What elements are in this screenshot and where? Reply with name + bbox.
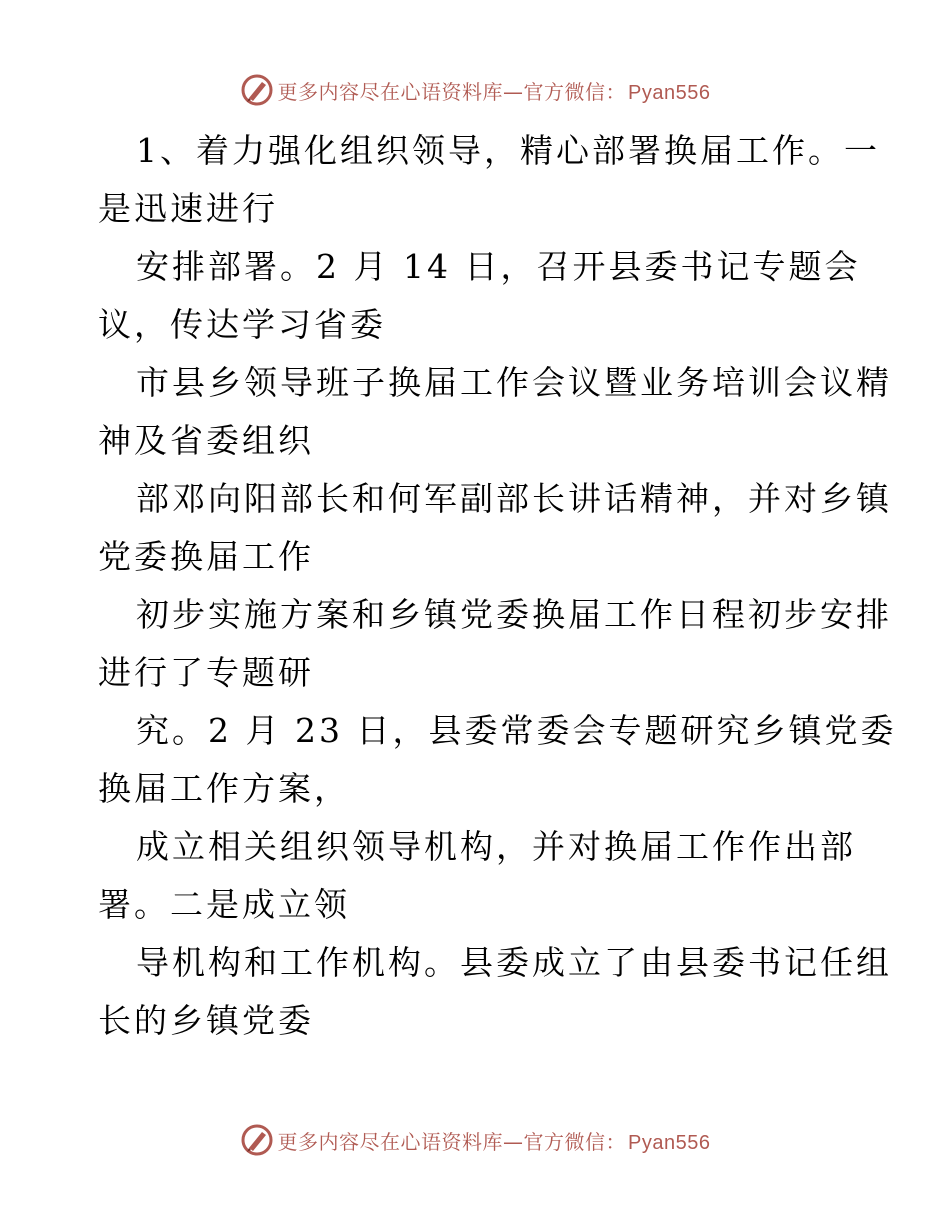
watermark-text: [278, 76, 711, 105]
watermark-text: [278, 1126, 711, 1155]
watermark-header: [0, 68, 950, 112]
text-line: 进行了专题研: [98, 653, 314, 692]
watermark-id: Pyan556: [628, 1131, 711, 1154]
text-line: 成立相关组织领导机构，并对换届工作作出部: [136, 827, 856, 866]
text-line: 署。二是成立领: [98, 885, 350, 924]
text-line: 神及省委组织: [98, 421, 314, 460]
watermark-id: Pyan556: [628, 81, 711, 104]
watermark-separator: —: [503, 79, 524, 104]
pen-logo-icon: [240, 73, 274, 107]
document-body: [98, 122, 897, 1050]
watermark-footer: [0, 1118, 950, 1162]
watermark-suffix: 官方微信：: [523, 1129, 627, 1154]
watermark-separator: —: [503, 1129, 524, 1154]
watermark-title: 更多内容尽在心语资料库: [277, 1129, 504, 1154]
text-line: 1、着力强化组织领导，精心部署换届工作。一: [136, 131, 880, 170]
text-line: 党委换届工作: [98, 537, 314, 576]
text-line: 市县乡领导班子换届工作会议暨业务培训会议精: [136, 363, 892, 402]
text-line: 导机构和工作机构。县委成立了由县委书记任组: [136, 943, 892, 982]
text-line: 长的乡镇党委: [98, 1001, 314, 1040]
text-line: 初步实施方案和乡镇党委换届工作日程初步安排: [136, 595, 892, 634]
pen-logo-icon: [240, 1123, 274, 1157]
watermark-suffix: 官方微信：: [523, 79, 627, 104]
text-line: 是迅速进行: [98, 189, 278, 228]
text-line: 部邓向阳部长和何军副部长讲话精神，并对乡镇: [136, 479, 892, 518]
text-line: 换届工作方案，: [98, 769, 350, 808]
watermark-title: 更多内容尽在心语资料库: [277, 79, 504, 104]
text-line: 究。2 月 23 日，县委常委会专题研究乡镇党委: [136, 711, 897, 750]
text-line: 议，传达学习省委: [98, 305, 386, 344]
text-line: 安排部署。2 月 14 日，召开县委书记专题会: [136, 247, 861, 286]
